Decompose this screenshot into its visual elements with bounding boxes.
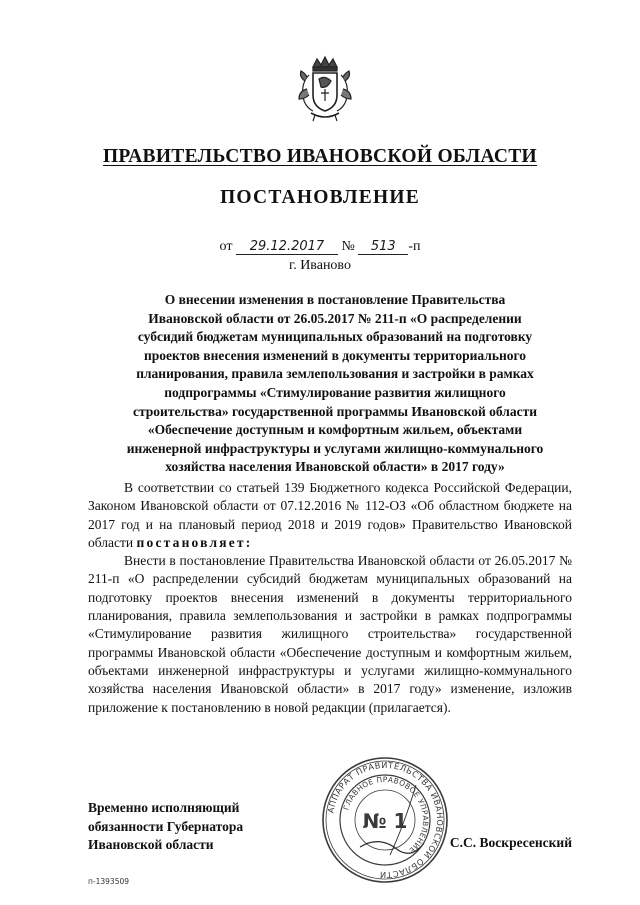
preamble-paragraph	[88, 479, 572, 552]
heading-line: субсидий бюджетам муниципальных образований на подготовку	[137, 329, 533, 345]
heading-line: строительства» государственной программы Ивановской области	[133, 403, 537, 419]
registration-line	[0, 239, 640, 255]
heading-line: О внесении изменения в постановление Правительства	[164, 292, 506, 307]
heading-line: инженерной инфраструктуры и услугами жилищно-коммунального	[126, 440, 544, 456]
signer-position-line: Временно исполняющий	[88, 800, 240, 815]
signer-position	[88, 799, 308, 855]
city: г. Иваново	[289, 258, 351, 273]
number-value: 513	[358, 239, 408, 255]
heading-line: планирования, правила землепользования и застройки в рамках	[136, 366, 534, 382]
document-type: ПОСТАНОВЛЕНИЕ	[220, 187, 420, 208]
stamp-ring-text: АППАРАТ ПРАВИТЕЛЬСТВА ИВАНОВСКОЙ ОБЛАСТИ	[325, 759, 446, 881]
number-suffix: -п	[408, 239, 421, 254]
document-heading	[112, 291, 558, 477]
heading-line: хозяйства населения Ивановской области» в 2017 году»	[165, 459, 505, 475]
coat-of-arms-icon	[295, 55, 355, 123]
official-stamp	[320, 755, 450, 885]
signer-position-line: обязанности Губернатора	[88, 818, 244, 834]
preamble-text: В соответствии со статьей 139 Бюджетного кодекса Российской Федерации, Законом Ивановской области от 07.12.2016 № 112-ОЗ «Об областном бюджете на 2017 год и на плановый период 2018 и 2019 годов» Правительство Ивановской области	[88, 480, 572, 550]
government-title: ПРАВИТЕЛЬСТВО ИВАНОВСКОЙ ОБЛАСТИ	[102, 146, 538, 167]
resolves-verb: постановляет:	[136, 534, 253, 550]
stamp-inner-text: ГЛАВНОЕ ПРАВОВОЕ УПРАВЛЕНИЕ	[341, 774, 431, 856]
stamp-number: № 1	[362, 809, 408, 833]
signer-position-line: Ивановской области	[88, 837, 214, 852]
number-label: №	[341, 239, 355, 254]
heading-line: подпрограммы «Стимулирование развития жилищного	[164, 384, 506, 400]
heading-line: проектов внесения изменений в документы территориального	[143, 347, 527, 363]
from-label: от	[219, 239, 233, 254]
document-body	[88, 479, 572, 717]
signer-name: С.С. Воскресенский	[449, 835, 572, 850]
date-value: 29.12.2017	[236, 239, 338, 255]
document-code: п-1393509	[88, 877, 130, 886]
resolution-paragraph: Внести в постановление Правительства Ивановской области от 26.05.2017 № 211-п «О распределении субсидий бюджетам муниципальных образований на подготовку проектов внесения изменений в документы территориального планирования, правила землепользования и застройки в рамках подпрограммы «Стимулирование развития жилищного строительства» государственной программы Ивановской области «Обеспечение доступным и комфортным жильем, объектами инженерной инфраструктуры и услугами жилищно-коммунального хозяйства населения Ивановской области» в 2017 году» изменение, изложив приложение к постановлению в новой редакции (прилагается).	[88, 553, 572, 715]
heading-line: «Обеспечение доступным и комфортным жильем, объектами	[147, 422, 523, 438]
heading-line: Ивановской области от 26.05.2017 № 211-п «О распределении	[148, 310, 522, 326]
